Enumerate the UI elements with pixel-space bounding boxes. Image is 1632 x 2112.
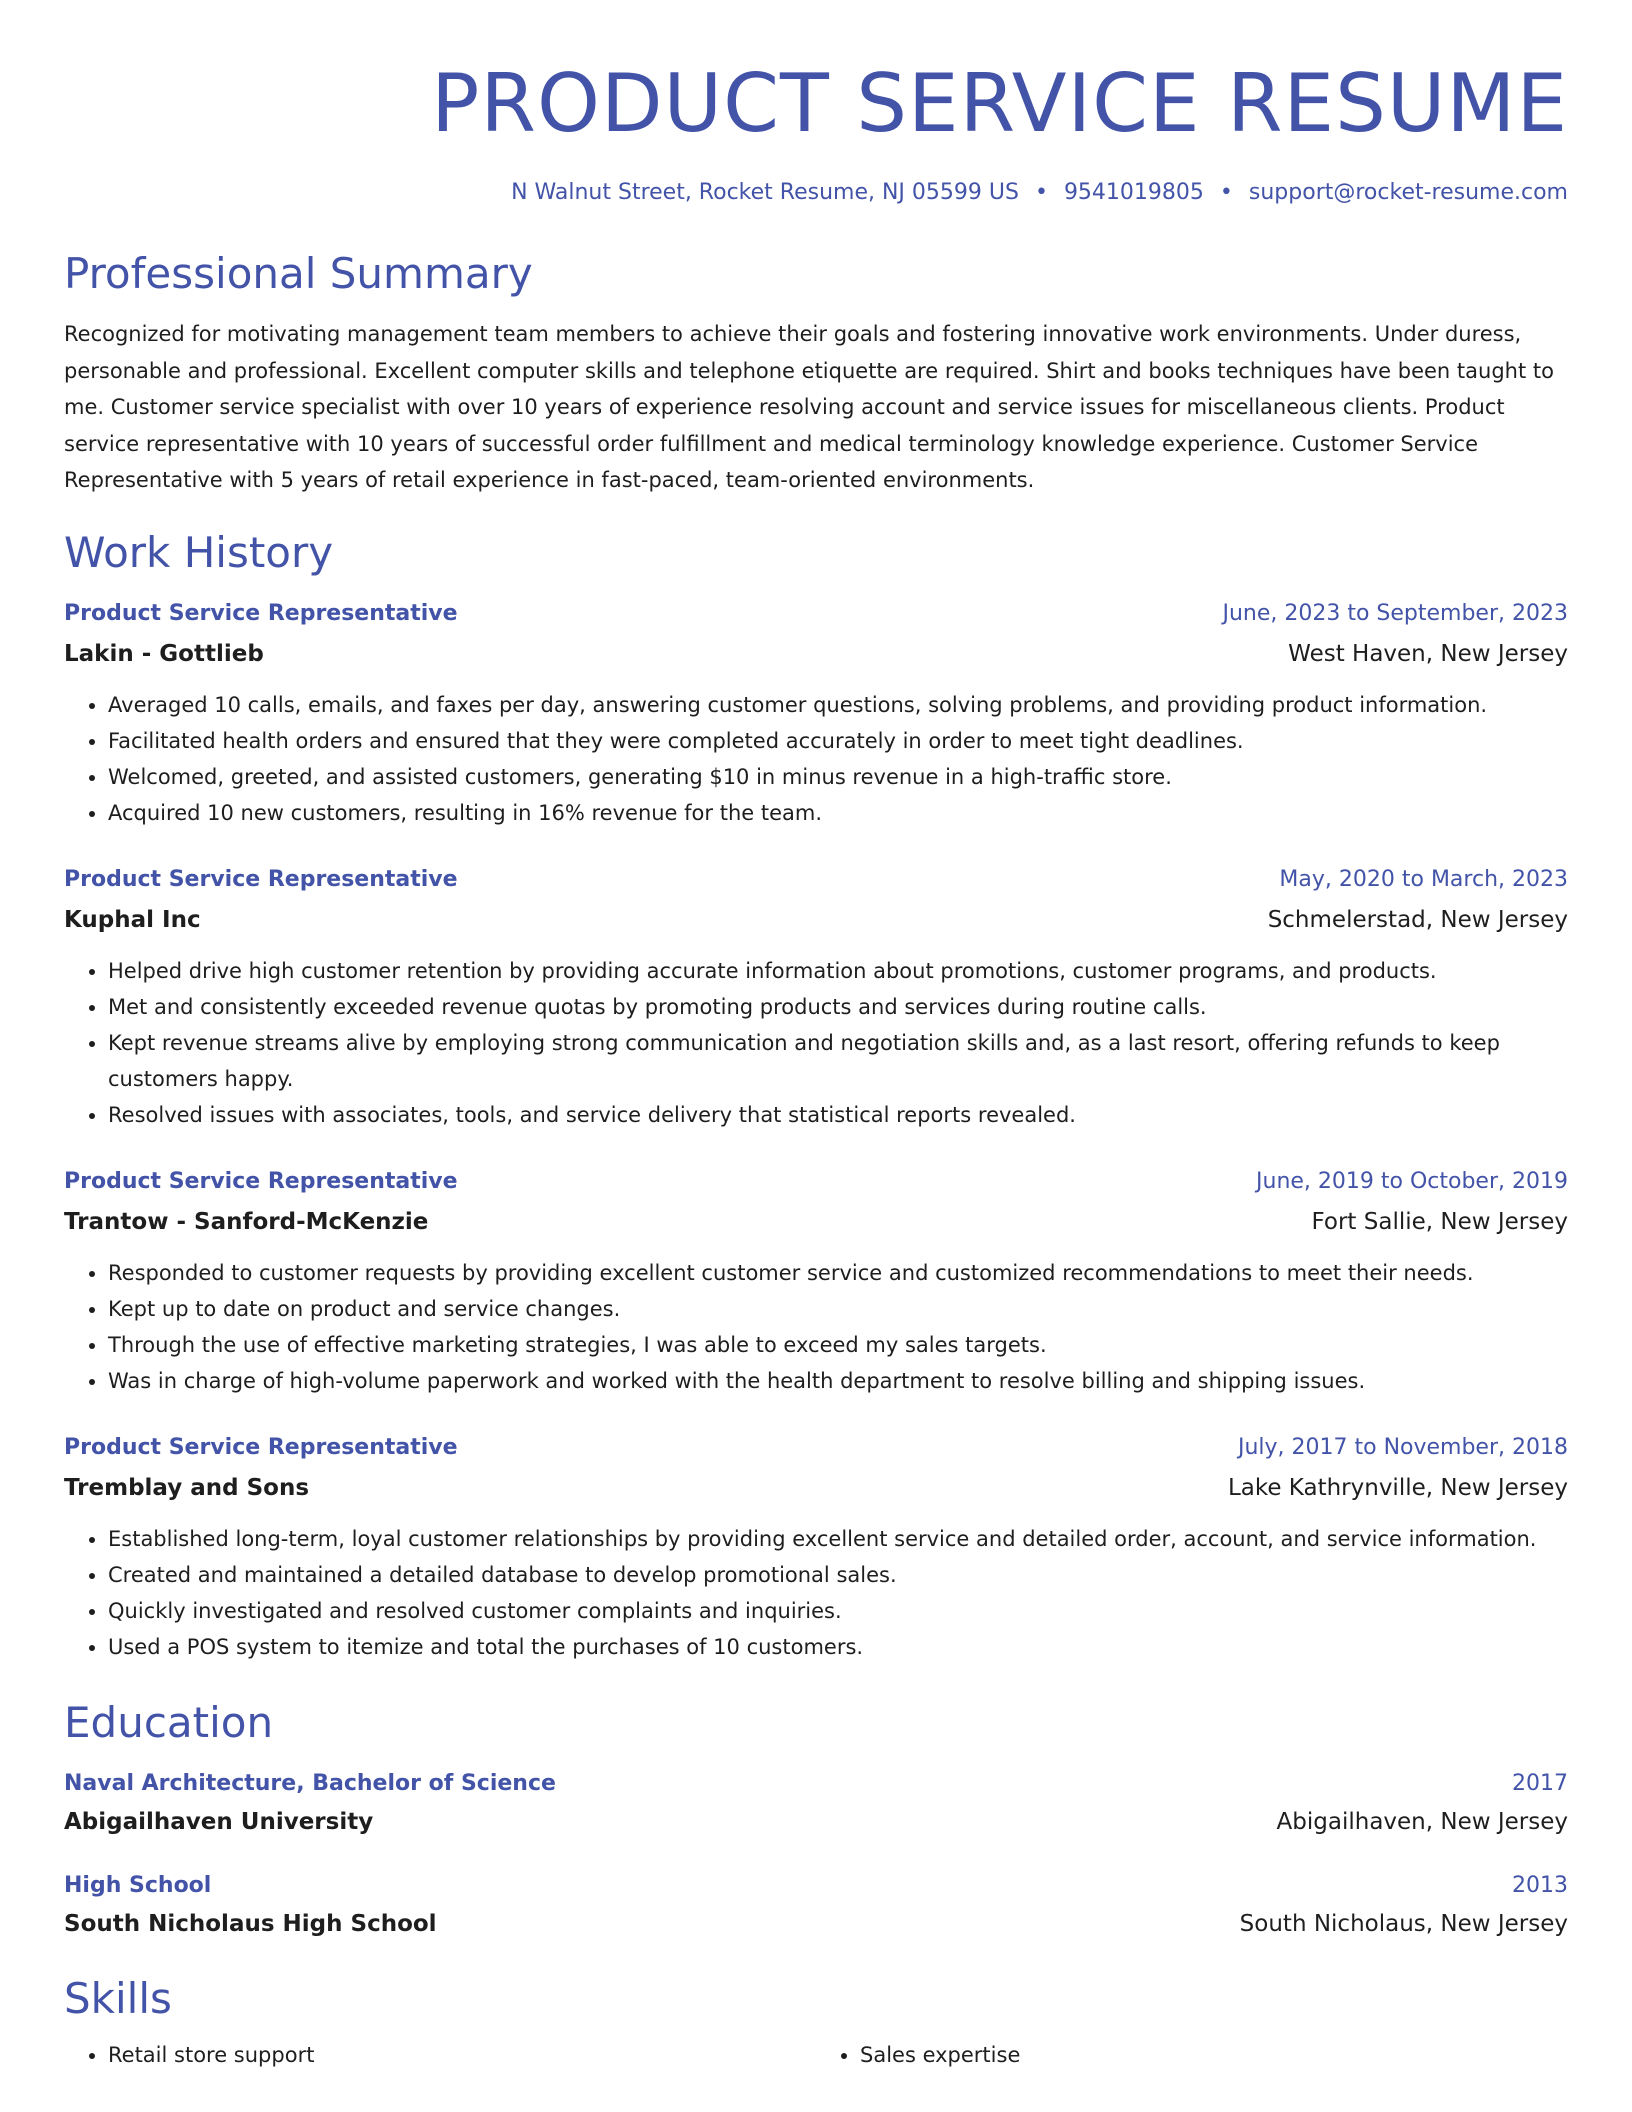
list-item: • Facilitated health orders and ensured that they were completed accurately in order to meet tight deadlines.: [108, 723, 1568, 759]
job-location: Lake Kathrynville, New Jersey: [1227, 1474, 1568, 1501]
list-item: • Resolved issues with associates, tools, and service delivery that statistical reports revealed.: [108, 1097, 1568, 1133]
job-company: Tremblay and Sons: [64, 1474, 310, 1501]
job-role: Product Service Representative: [64, 1168, 458, 1194]
list-item: • Was in charge of high-volume paperwork and worked with the health department to resolve billing and shipping issues.: [108, 1363, 1568, 1399]
education-entry: [64, 1871, 1568, 1939]
job-entry: [64, 1433, 1568, 1665]
list-item: • Used a POS system to itemize and total the purchases of 10 customers.: [108, 1629, 1568, 1665]
job-company: Lakin - Gottlieb: [64, 640, 264, 667]
skill-item: • Sales expertise: [860, 2037, 1568, 2073]
job-company: Trantow - Sanford-McKenzie: [64, 1208, 429, 1235]
job-entry: [64, 1167, 1568, 1399]
list-item: • Kept revenue streams alive by employing strong communication and negotiation skills and, as a last resort, offering refunds to keep customers happy.: [108, 1025, 1568, 1097]
list-item: • Responded to customer requests by providing excellent customer service and customized recommendations to meet their needs.: [108, 1255, 1568, 1291]
skills-column-right: [816, 2037, 1568, 2073]
education-heading: Education: [64, 1697, 274, 1747]
skills-heading: Skills: [64, 1973, 172, 2023]
job-dates: June, 2019 to October, 2019: [1256, 1168, 1568, 1194]
contact-line: [64, 178, 1568, 208]
list-item: • Met and consistently exceeded revenue quotas by promoting products and services during routine calls.: [108, 989, 1568, 1025]
job-company: Kuphal Inc: [64, 906, 201, 933]
degree: Naval Architecture, Bachelor of Science: [64, 1770, 556, 1796]
phone: 9541019805: [1063, 180, 1204, 205]
resume-title: PRODUCT SERVICE RESUME: [431, 57, 1568, 150]
list-item: • Kept up to date on product and service changes.: [108, 1291, 1568, 1327]
job-entry: [64, 865, 1568, 1133]
separator-dot: •: [1034, 180, 1048, 205]
work-history-heading: Work History: [64, 527, 334, 577]
job-dates: July, 2017 to November, 2018: [1237, 1434, 1568, 1460]
job-bullets: [64, 953, 1568, 1133]
school-location: Abigailhaven, New Jersey: [1276, 1808, 1568, 1835]
degree: High School: [64, 1872, 212, 1898]
school-location: South Nicholaus, New Jersey: [1239, 1910, 1568, 1937]
school: Abigailhaven University: [64, 1808, 374, 1835]
job-role: Product Service Representative: [64, 600, 458, 626]
job-location: Fort Sallie, New Jersey: [1311, 1208, 1568, 1235]
job-entry: [64, 599, 1568, 831]
job-bullets: [64, 1521, 1568, 1665]
skills-column-left: [64, 2037, 816, 2073]
job-role: Product Service Representative: [64, 1434, 458, 1460]
job-dates: June, 2023 to September, 2023: [1222, 600, 1568, 626]
list-item: • Acquired 10 new customers, resulting in 16% revenue for the team.: [108, 795, 1568, 831]
job-bullets: [64, 1255, 1568, 1399]
job-role: Product Service Representative: [64, 866, 458, 892]
graduation-year: 2017: [1512, 1770, 1568, 1796]
education-entry: [64, 1769, 1568, 1837]
separator-dot: •: [1219, 180, 1233, 205]
summary-heading: Professional Summary: [64, 249, 533, 298]
school: South Nicholaus High School: [64, 1910, 437, 1937]
job-location: West Haven, New Jersey: [1288, 640, 1568, 667]
list-item: • Welcomed, greeted, and assisted customers, generating $10 in minus revenue in a high-traffic store.: [108, 759, 1568, 795]
email: support@rocket-resume.com: [1248, 180, 1568, 205]
summary-text: Recognized for motivating management team members to achieve their goals and fostering innovative work environments. Under duress, personable and professional. Excellent computer skills and telephone etiquette are required. Shirt and books techniques have been taught to me. Customer service specialist with over 10 years of experience resolving account and service issues for miscellaneous clients. Product service representative with 10 years of successful order fulfillment and medical terminology knowledge experience. Customer Service Representative with 5 years of retail experience in fast-paced, team-oriented environments.: [64, 322, 1554, 492]
list-item: • Established long-term, loyal customer relationships by providing excellent service and detailed order, account, and service information.: [108, 1521, 1568, 1557]
job-dates: May, 2020 to March, 2023: [1279, 866, 1568, 892]
skills-list: [64, 2037, 1568, 2073]
job-bullets: [64, 687, 1568, 831]
graduation-year: 2013: [1512, 1872, 1568, 1898]
skill-item: • Retail store support: [108, 2037, 816, 2073]
address: N Walnut Street, Rocket Resume, NJ 05599 US: [511, 180, 1019, 205]
list-item: • Quickly investigated and resolved customer complaints and inquiries.: [108, 1593, 1568, 1629]
list-item: • Averaged 10 calls, emails, and faxes per day, answering customer questions, solving problems, and providing product information.: [108, 687, 1568, 723]
list-item: • Helped drive high customer retention by providing accurate information about promotions, customer programs, and products.: [108, 953, 1568, 989]
list-item: • Created and maintained a detailed database to develop promotional sales.: [108, 1557, 1568, 1593]
list-item: • Through the use of effective marketing strategies, I was able to exceed my sales targets.: [108, 1327, 1568, 1363]
job-location: Schmelerstad, New Jersey: [1267, 906, 1568, 933]
